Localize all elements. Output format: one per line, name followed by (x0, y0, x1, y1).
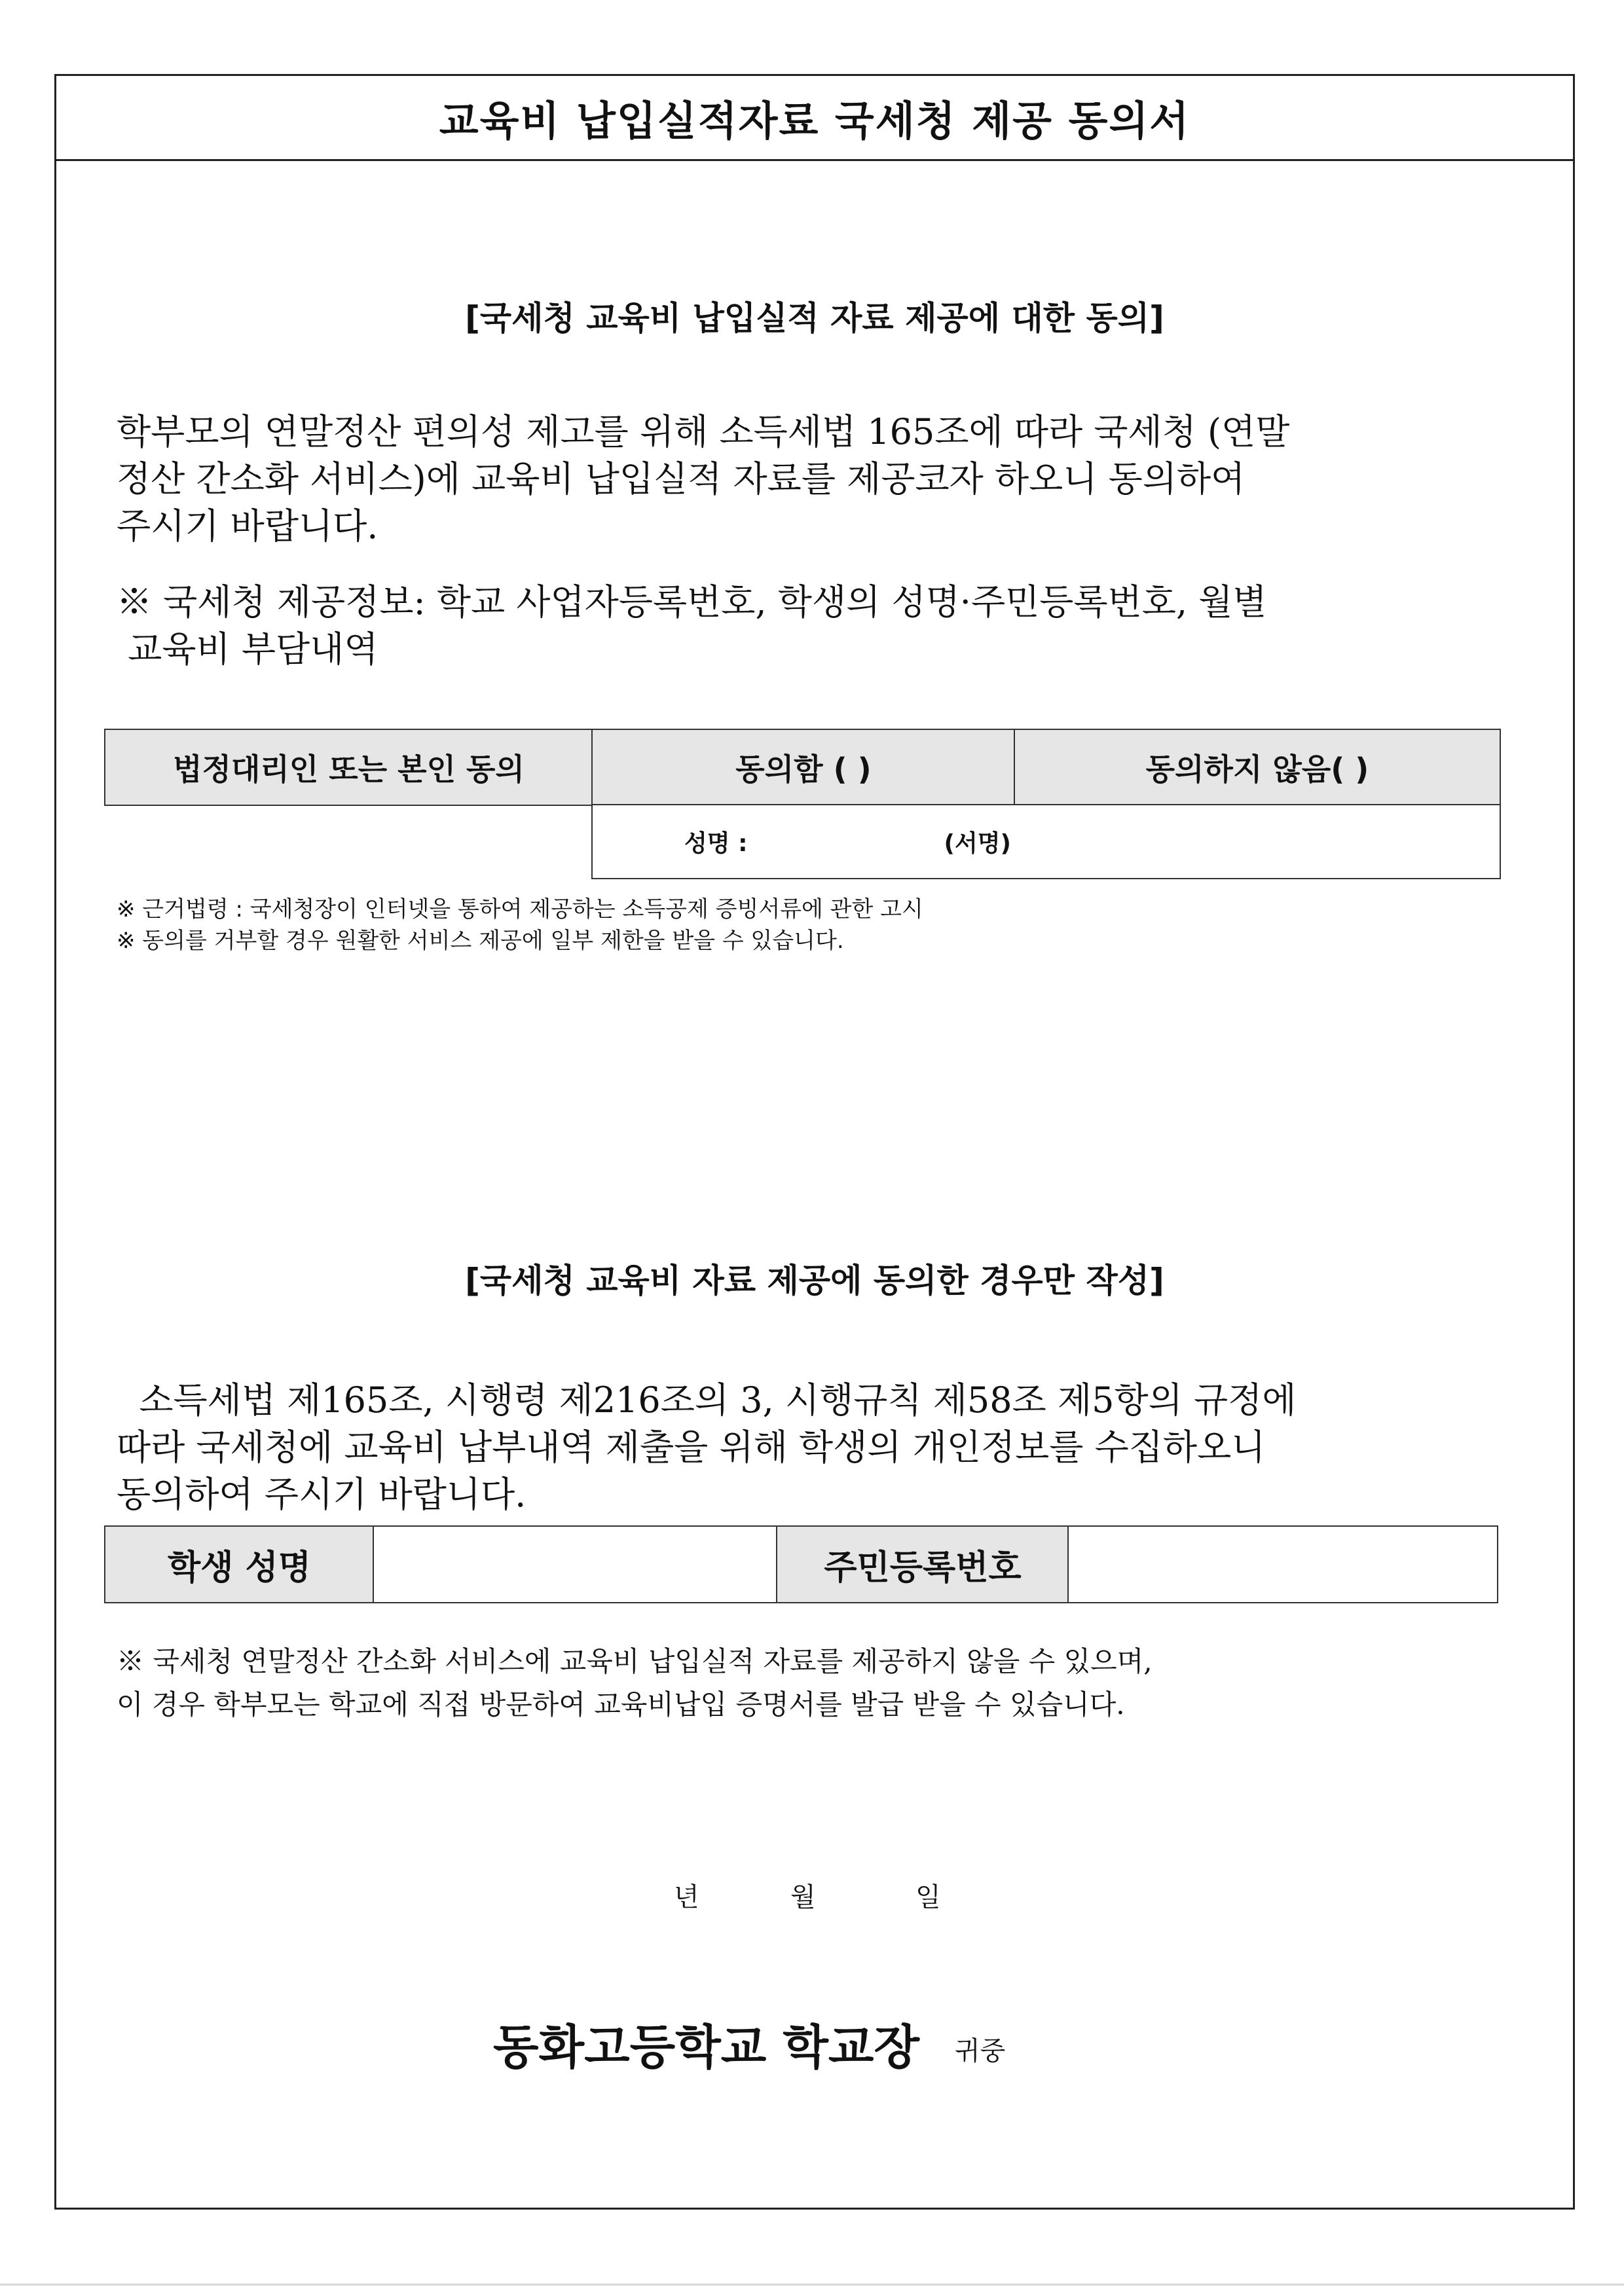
signer-name: 동화고등학교 학교장 (493, 2019, 920, 2075)
consent-disagree-option[interactable]: 동의하지 않음( ) (1014, 729, 1501, 806)
document-title: 교육비 납입실적자료 국세청 제공 동의서 (439, 97, 1190, 145)
section2-note-1: ※ 국세청 연말정산 간소화 서비스에 교육비 납입실적 자료를 제공하지 않을 수 있으며, (117, 1645, 1153, 1677)
resident-number-label: 주민등록번호 (776, 1525, 1069, 1603)
section2-paragraph-line-2: 따라 국세청에 교육비 납부내역 제출을 위해 학생의 개인정보를 수집하오니 (117, 1427, 1266, 1468)
date-day-label: 일 (915, 1882, 941, 1912)
signature-mark-label: (서명) (944, 830, 1011, 857)
section1-heading: [국세청 교육비 납입실적 자료 제공에 대한 동의] (465, 299, 1164, 337)
resident-number-field[interactable] (1067, 1525, 1498, 1603)
section2-paragraph-line-3: 동의하여 주시기 바랍니다. (117, 1474, 526, 1515)
signature-name-label: 성명 : (684, 830, 748, 857)
section1-info-line-2: 교육비 부담내역 (117, 629, 378, 670)
section1-info-line-1: ※ 국세청 제공정보: 학교 사업자등록번호, 학생의 성명·주민등록번호, 월별 (117, 581, 1267, 623)
title-band (56, 76, 1573, 161)
student-name-label: 학생 성명 (104, 1525, 375, 1603)
consent-row-label: 법정대리인 또는 본인 동의 (104, 729, 593, 806)
consent-agree-option[interactable]: 동의함 ( ) (591, 729, 1016, 806)
section2-paragraph-line-1: 소득세법 제165조, 시행령 제216조의 3, 시행규칙 제58조 제5항의 규정에 (117, 1379, 1297, 1421)
signer-suffix: 귀중 (955, 2036, 1006, 2066)
section1-note-2: ※ 동의를 거부할 경우 원활한 서비스 제공에 일부 제한을 받을 수 있습니다. (117, 928, 844, 954)
date-year-label: 년 (674, 1882, 699, 1912)
date-month-label: 월 (790, 1882, 816, 1912)
section1-note-1: ※ 근거법령 : 국세청장이 인터넷을 통하여 제공하는 소득공제 증빙서류에 관한 고시 (117, 896, 923, 922)
form-frame (54, 74, 1575, 2210)
section2-heading: [국세청 교육비 자료 제공에 동의한 경우만 작성] (465, 1262, 1164, 1300)
section1-paragraph-line-1: 학부모의 연말정산 편의성 제고를 위해 소득세법 165조에 따라 국세청 (연말 (117, 411, 1290, 452)
section2-note-2: 이 경우 학부모는 학교에 직접 방문하여 교육비납입 증명서를 발급 받을 수 있습니다. (117, 1688, 1125, 1721)
consent-signature-row[interactable] (591, 804, 1501, 879)
scan-edge-line (0, 2284, 1624, 2286)
section1-paragraph-line-2: 정산 간소화 서비스)에 교육비 납입실적 자료를 제공코자 하오니 동의하여 (117, 458, 1246, 500)
student-name-field[interactable] (373, 1525, 778, 1603)
section1-paragraph-line-3: 주시기 바랍니다. (117, 505, 378, 547)
